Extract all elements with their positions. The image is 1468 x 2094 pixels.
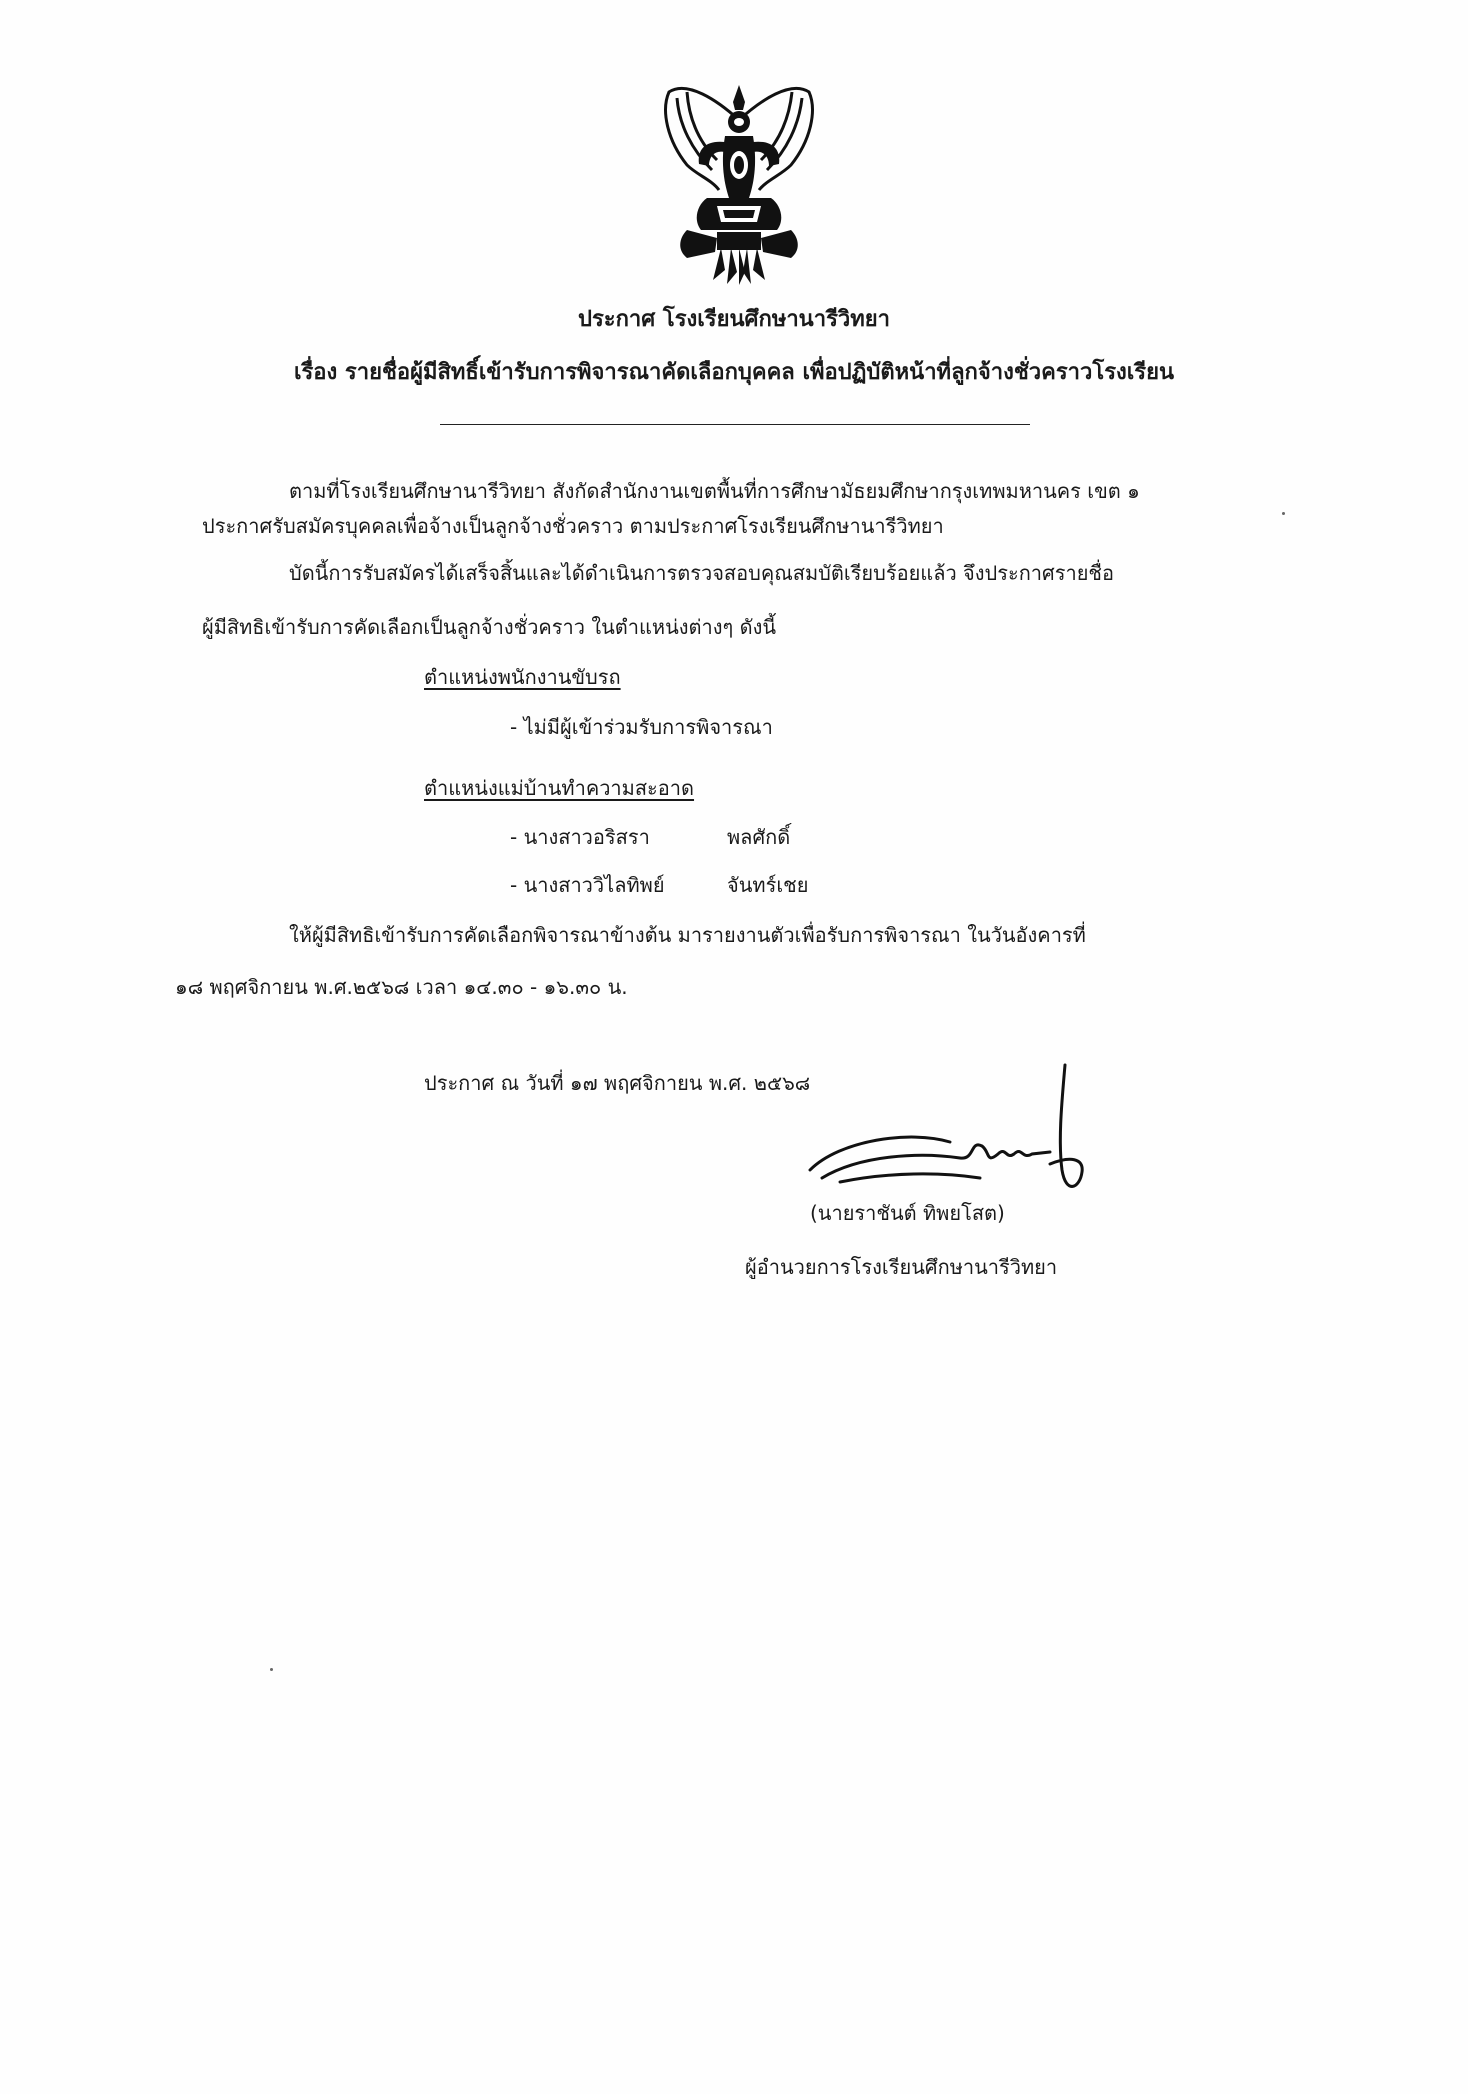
position-1-item: - ไม่มีผู้เข้าร่วมรับการพิจารณา [510, 715, 773, 739]
candidate-first-name: - นางสาววิไลทิพย์ [510, 873, 665, 897]
announcement-date: ประกาศ ณ วันที่ ๑๗ พฤศจิกายน พ.ศ. ๒๕๖๘ [424, 1071, 811, 1095]
paragraph-3-line-1: ให้ผู้มีสิทธิเข้ารับการคัดเลือกพิจารณาข้างต้น มารายงานตัวเพื่อรับการพิจารณา ในวันอังคารที่ [289, 923, 1086, 947]
announcement-subject: เรื่อง รายชื่อผู้มีสิทธิ์เข้ารับการพิจารณาคัดเลือกบุคคล เพื่อปฏิบัติหน้าที่ลูกจ้างชั่วคราวโรงเรียน [293, 360, 1175, 385]
paragraph-2-line-2: ผู้มีสิทธิเข้ารับการคัดเลือกเป็นลูกจ้างชั่วคราว ในตำแหน่งต่างๆ ดังนี้ [202, 615, 777, 639]
title-divider [440, 424, 1030, 425]
paragraph-3-line-2: ๑๘ พฤศจิกายน พ.ศ.๒๕๖๘ เวลา ๑๔.๓๐ - ๑๖.๓๐ น. [175, 975, 628, 999]
candidate-last-name: พลศักดิ์ [727, 825, 791, 849]
handwritten-signature [800, 1060, 1130, 1210]
paragraph-1-line-1: ตามที่โรงเรียนศึกษานารีวิทยา สังกัดสำนักงานเขตพื้นที่การศึกษามัธยมศึกษากรุงเทพมหานคร เขต ๑ [289, 479, 1140, 503]
scan-speck [270, 1668, 273, 1671]
scan-speck [1282, 512, 1285, 515]
candidate-last-name: จันทร์เชย [727, 873, 809, 897]
announcement-title: ประกาศ โรงเรียนศึกษานารีวิทยา [578, 307, 890, 332]
signer-name: (นายราชันต์ ทิพยโสต) [810, 1201, 1005, 1225]
signer-title: ผู้อำนวยการโรงเรียนศึกษานารีวิทยา [745, 1255, 1058, 1279]
paragraph-1-line-2: ประกาศรับสมัครบุคคลเพื่อจ้างเป็นลูกจ้างชั่วคราว ตามประกาศโรงเรียนศึกษานารีวิทยา [202, 514, 944, 538]
candidate-first-name: - นางสาวอริสรา [510, 825, 650, 849]
paragraph-2-line-1: บัดนี้การรับสมัครได้เสร็จสิ้นและได้ดำเนินการตรวจสอบคุณสมบัติเรียบร้อยแล้ว จึงประกาศรายชื่อ [289, 561, 1115, 585]
position-1-heading: ตำแหน่งพนักงานขับรถ [424, 665, 621, 689]
position-2-heading: ตำแหน่งแม่บ้านทำความสะอาด [424, 776, 695, 800]
garuda-emblem-icon [657, 80, 822, 285]
